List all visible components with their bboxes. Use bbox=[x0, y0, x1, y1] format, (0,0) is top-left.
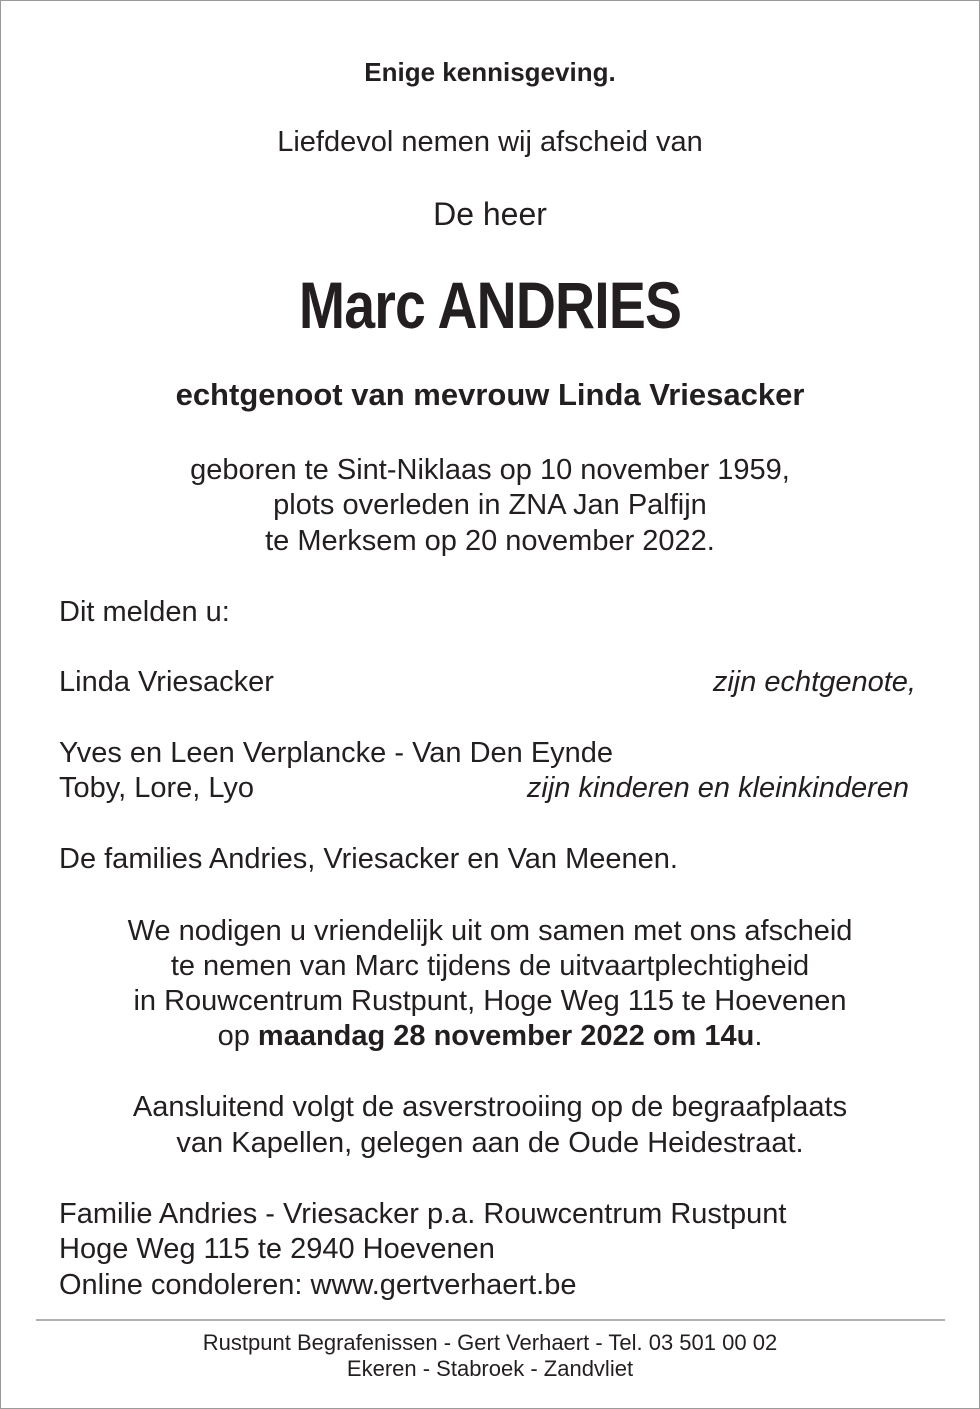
families-line: De families Andries, Vriesacker en Van Meenen. bbox=[59, 843, 678, 875]
ceremony-date-line bbox=[0, 1019, 980, 1053]
ceremony-date-suffix: . bbox=[754, 1020, 763, 1052]
deceased-name: Marc ANDRIES bbox=[298, 268, 682, 342]
invitation-line-2: te nemen van Marc tijdens de uitvaartplechtigheid bbox=[170, 950, 810, 982]
contact-condolence: Online condoleren: www.gertverhaert.be bbox=[59, 1269, 577, 1301]
footer-divider bbox=[36, 1319, 945, 1321]
salutation: De heer bbox=[433, 196, 547, 232]
footer-locations: Ekeren - Stabroek - Zandvliet bbox=[346, 1356, 634, 1381]
scattering-line-1: Aansluitend volgt de asverstrooiing op de begraafplaats bbox=[132, 1091, 848, 1123]
notice-heading: Enige kennisgeving. bbox=[364, 57, 616, 87]
children-relation: zijn kinderen en kleinkinderen bbox=[526, 772, 909, 804]
contact-family: Familie Andries - Vriesacker p.a. Rouwcentrum Rustpunt bbox=[59, 1198, 787, 1230]
scattering-line-2: van Kapellen, gelegen aan de Oude Heidestraat. bbox=[176, 1127, 804, 1159]
ceremony-date-prefix: op bbox=[217, 1020, 258, 1052]
spouse-name: Linda Vriesacker bbox=[59, 666, 274, 698]
contact-address: Hoge Weg 115 te 2940 Hoevenen bbox=[59, 1233, 495, 1265]
death-place-line: plots overleden in ZNA Jan Palfijn bbox=[273, 489, 707, 521]
ceremony-date: maandag 28 november 2022 om 14u bbox=[257, 1020, 755, 1052]
grandchildren-names: Toby, Lore, Lyo bbox=[59, 772, 255, 804]
intro-text: Liefdevol nemen wij afscheid van bbox=[277, 126, 703, 158]
children-line: Yves en Leen Verplancke - Van Den Eynde bbox=[59, 737, 614, 769]
footer-funeral-home: Rustpunt Begrafenissen - Gert Verhaert - Tel. 03 501 00 02 bbox=[202, 1330, 778, 1355]
invitation-line-1: We nodigen u vriendelijk uit om samen met ons afscheid bbox=[127, 915, 853, 947]
death-date-line: te Merksem op 20 november 2022. bbox=[265, 525, 715, 557]
invitation-line-3: in Rouwcentrum Rustpunt, Hoge Weg 115 te Hoevenen bbox=[133, 985, 847, 1017]
birth-line: geboren te Sint-Niklaas op 10 november 1959, bbox=[190, 454, 790, 486]
announced-by-label: Dit melden u: bbox=[59, 596, 230, 628]
spouse-relation: zijn echtgenote, bbox=[712, 666, 916, 698]
spouse-line: echtgenoot van mevrouw Linda Vriesacker bbox=[175, 377, 805, 412]
